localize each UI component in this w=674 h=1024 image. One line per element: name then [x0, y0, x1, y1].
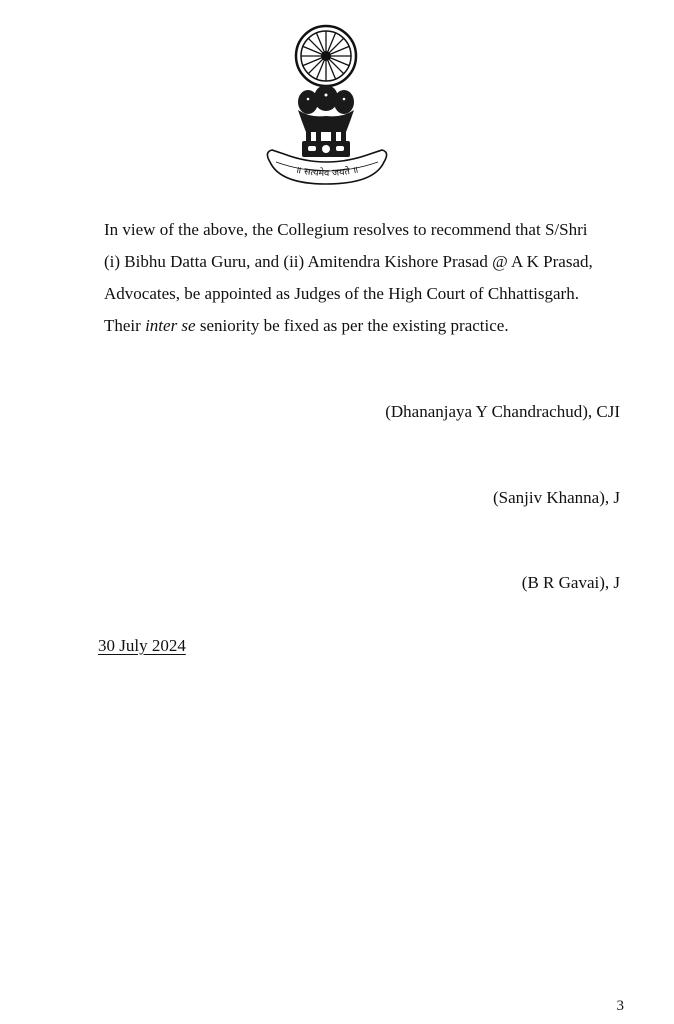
signatory-cji: (Dhananjaya Y Chandrachud), CJI	[385, 402, 620, 421]
resolution-line-3: Advocates, be appointed as Judges of the High Court of Chhattisgarh.	[104, 284, 579, 303]
document-date: 30 July 2024	[98, 636, 186, 655]
emblem	[262, 22, 392, 190]
signatory-sanjiv-khanna: (Sanjiv Khanna), J	[492, 488, 620, 507]
resolution-line-1: In view of the above, the Collegium resolves to recommend that S/Shri	[104, 220, 588, 239]
resolution-paragraph	[104, 214, 624, 342]
resolution-line-2: (i) Bibhu Datta Guru, and (ii) Amitendra Kishore Prasad @ A K Prasad,	[104, 252, 593, 271]
page-number: 3	[616, 998, 624, 1014]
emblem-of-india-icon	[262, 22, 392, 190]
resolution-line-4-start: Their	[104, 316, 146, 335]
signatory-br-gavai: (B R Gavai), J	[521, 573, 620, 592]
emblem-motto: ॥ सत्यमेव जयते ॥	[294, 164, 360, 180]
resolution-line-4-end: seniority be fixed as per the existing practice.	[195, 316, 509, 335]
resolution-italic-phrase: inter se	[145, 316, 196, 335]
resolution-line-4	[104, 310, 624, 342]
